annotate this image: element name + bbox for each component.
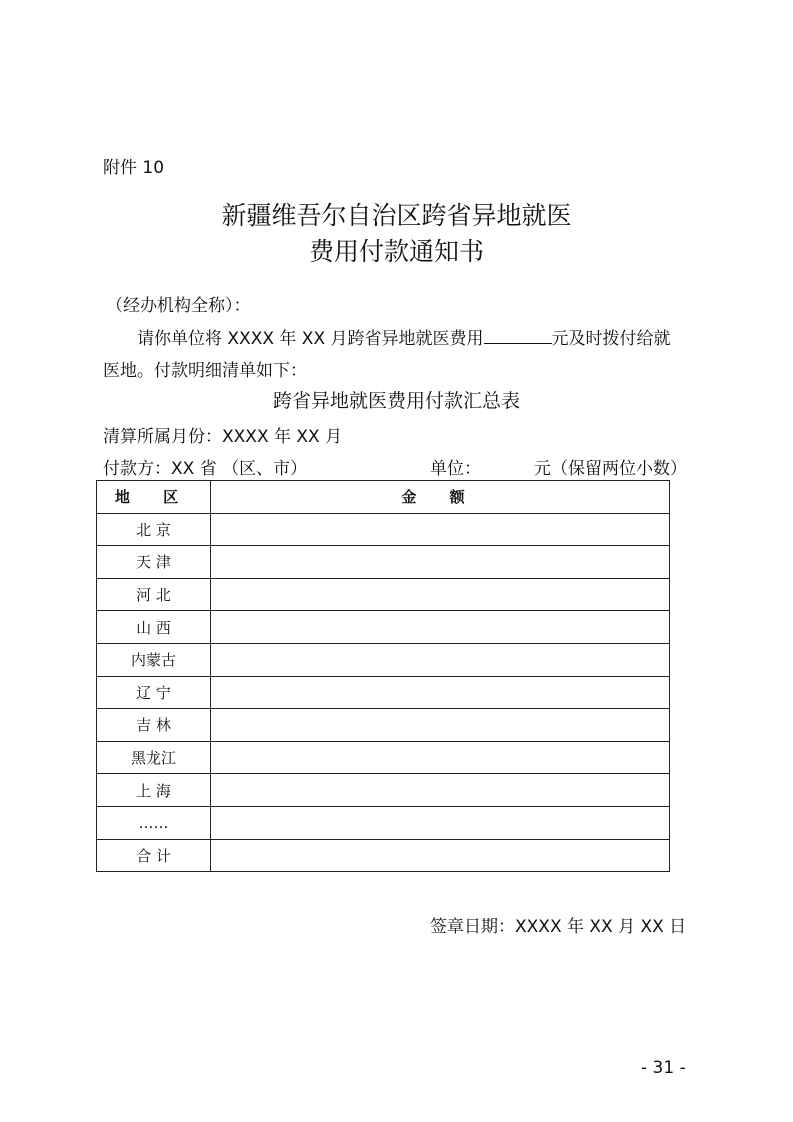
- region-cell: 天 津: [97, 546, 211, 579]
- table-row: [97, 611, 670, 644]
- payment-summary-table: [96, 480, 670, 872]
- column-header-region: 地 区: [97, 481, 211, 514]
- region-cell: 上 海: [97, 774, 211, 807]
- table-total-row: [97, 839, 670, 872]
- amount-blank-field: [484, 327, 552, 344]
- table-header-row: [97, 481, 670, 514]
- page-number: - 31 -: [641, 1058, 686, 1078]
- amount-cell: [211, 774, 670, 807]
- attachment-label: 附件 10: [103, 158, 165, 178]
- agency-name-line: （经办机构全称）：: [106, 296, 251, 316]
- document-title-line-1: 新疆维吾尔自治区跨省异地就医: [221, 201, 572, 230]
- region-cell: 北 京: [97, 513, 211, 546]
- unit-value: 元（保留两位小数）: [534, 459, 687, 479]
- amount-cell: [211, 546, 670, 579]
- region-cell: ……: [97, 806, 211, 839]
- body-text-after-blank: 元及时拨付给就: [551, 329, 671, 349]
- table-row: [97, 676, 670, 709]
- region-cell: 内蒙古: [97, 643, 211, 676]
- region-cell: 辽 宁: [97, 676, 211, 709]
- table-row: [97, 546, 670, 579]
- unit-label: 单位：: [430, 459, 481, 479]
- summary-table-title: 跨省异地就医费用付款汇总表: [272, 390, 520, 412]
- amount-cell: [211, 806, 670, 839]
- total-label-cell: 合 计: [97, 839, 211, 872]
- region-cell: 黑龙江: [97, 741, 211, 774]
- amount-cell: [211, 709, 670, 742]
- body-paragraph-line-1: [137, 324, 671, 349]
- region-cell: 山 西: [97, 611, 211, 644]
- amount-cell: [211, 676, 670, 709]
- table-row: [97, 741, 670, 774]
- table-row: [97, 806, 670, 839]
- amount-cell: [211, 513, 670, 546]
- table-row: [97, 643, 670, 676]
- amount-cell: [211, 643, 670, 676]
- amount-cell: [211, 741, 670, 774]
- amount-cell: [211, 611, 670, 644]
- settlement-month: 清算所属月份：XXXX 年 XX 月: [103, 427, 343, 447]
- body-paragraph-line-2: 医地。付款明细清单如下：: [103, 361, 307, 381]
- table-row: [97, 578, 670, 611]
- table-row: [97, 513, 670, 546]
- region-cell: 河 北: [97, 578, 211, 611]
- amount-cell: [211, 578, 670, 611]
- table-row: [97, 774, 670, 807]
- signature-date: 签章日期：XXXX 年 XX 月 XX 日: [430, 917, 687, 937]
- table-row: [97, 709, 670, 742]
- total-amount-cell: [211, 839, 670, 872]
- payer-line: 付款方：XX 省 （区、市）: [103, 459, 308, 479]
- region-cell: 吉 林: [97, 709, 211, 742]
- body-text-before-blank: 请你单位将 XXXX 年 XX 月跨省异地就医费用: [137, 329, 484, 349]
- document-title-line-2: 费用付款通知书: [308, 237, 484, 266]
- column-header-amount: 金 额: [211, 481, 670, 514]
